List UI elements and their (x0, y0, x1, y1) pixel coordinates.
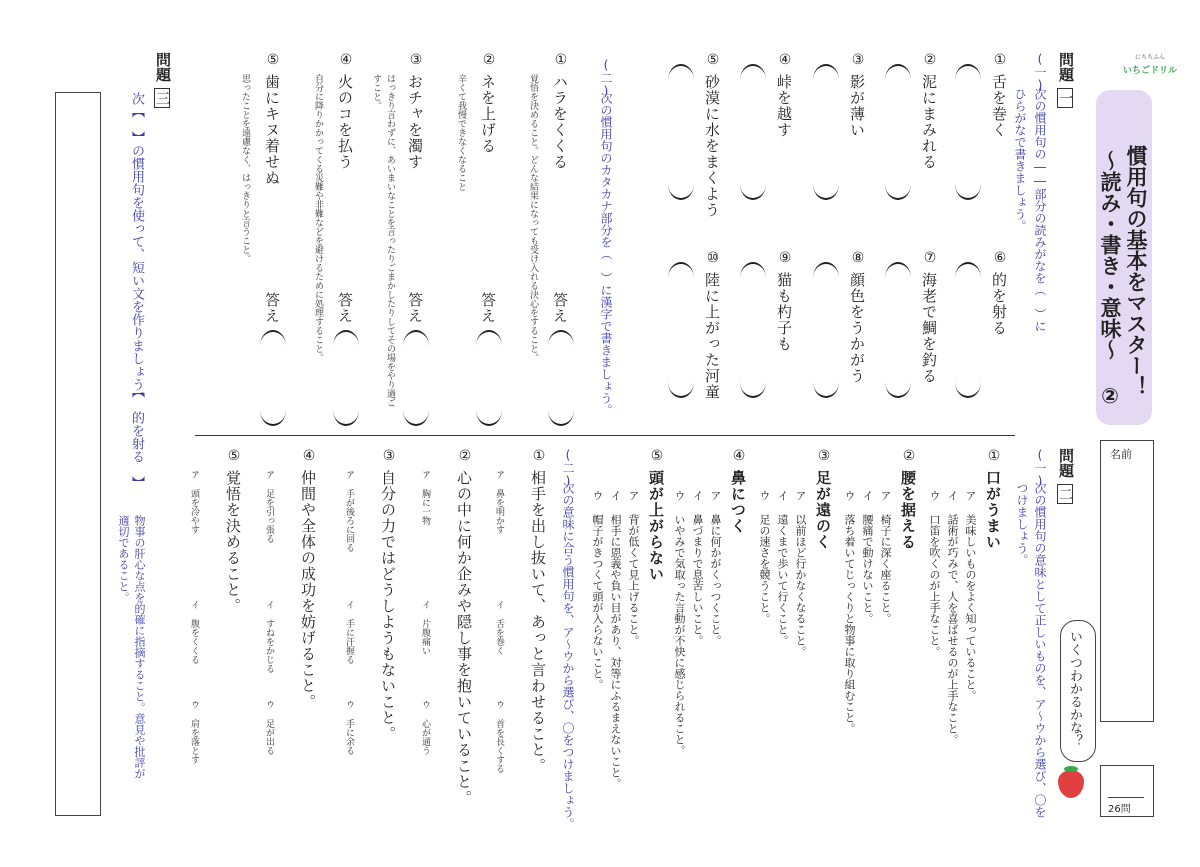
strawberry-leaf-icon (1064, 766, 1078, 772)
q1-p1-answer-open[interactable] (955, 262, 981, 278)
q3-answer-box[interactable] (55, 92, 101, 816)
logo-main-text: いちごドリル (1122, 66, 1177, 76)
q1-p2-desc: 辛くて我慢できなくなること (456, 74, 466, 191)
q2-p2-mark: (二) (561, 448, 575, 488)
q1-p1-text: 泥にまみれる (920, 74, 938, 170)
q2-p1-option[interactable]: ア 鼻に何かがくっつくこと。 (709, 490, 722, 646)
q2-p2-option-c[interactable]: ウ 心が通う (420, 700, 430, 755)
q1-p1-instruction-b: ひらがなで書きましょう。 (1013, 88, 1027, 232)
q2-p2-option-c[interactable]: ウ 肩を落とす (189, 700, 199, 764)
q1-p1-answer-close[interactable] (668, 382, 694, 398)
q2-p1-option[interactable]: ウ 口笛を吹くのが上手なこと。 (928, 490, 941, 657)
q1-p1-text: 陸に上がった河童 (703, 272, 721, 400)
name-box (1100, 440, 1154, 722)
q1-p1-num: ⑧ (850, 250, 866, 266)
q2-number: 二 (1057, 484, 1073, 504)
q1-p2-answer-close[interactable] (548, 410, 574, 426)
q2-p1-option[interactable]: イ 腰痛で動けないこと。 (861, 490, 874, 624)
q2-p2-option-c[interactable]: ウ 手に余る (344, 700, 354, 755)
q1-p2-answer-label: 答え (406, 292, 424, 324)
page-subtitle: 〜読み・書き・意味〜 ② (1098, 150, 1122, 408)
section-divider (195, 435, 1015, 436)
q2-p1-option[interactable]: イ 話術が巧みで、人を喜ばせるのが上手なこと。 (946, 490, 959, 745)
q1-p1-text: 猫も杓子も (775, 272, 793, 352)
q1-p2-desc: 思ったことを遠慮なく、はっきりと言うこと。 (240, 74, 250, 263)
q3-meaning-b: 適切であること。 (117, 515, 130, 603)
q1-p1-answer-open[interactable] (668, 64, 694, 80)
q2-p2-option-c[interactable]: ウ 首を長くする (494, 700, 504, 773)
q1-p1-answer-open[interactable] (885, 262, 911, 278)
q1-p2-answer-label: 答え (551, 292, 569, 324)
q2-p1-text: 足が遠のく (814, 470, 832, 550)
q2-p1-num: ② (901, 448, 917, 464)
q3-phrase: 【 的を射る 】 (129, 385, 144, 489)
q2-p2-num: ① (531, 448, 547, 464)
q2-p1-text: 鼻につく (729, 470, 747, 534)
q2-p1-num: ③ (816, 448, 832, 464)
q2-p2-option-a[interactable]: ア 頭を冷やす (189, 470, 199, 534)
q1-p1-answer-close[interactable] (885, 184, 911, 200)
logo (1120, 52, 1180, 82)
q1-p1-answer-open[interactable] (740, 64, 766, 80)
q1-p1-num: ④ (777, 52, 793, 68)
q2-p2-option-b[interactable]: イ 腹をくくる (189, 600, 199, 664)
q1-p2-answer-label: 答え (263, 292, 281, 324)
q2-p1-option[interactable]: ア 椅子に深く座ること。 (879, 490, 892, 624)
q2-p2-text: 自分の力ではどうしようもないこと。 (379, 470, 397, 742)
q2-p2-option-a[interactable]: ア 胸に一物 (420, 470, 430, 525)
q2-p2-num: ④ (301, 448, 317, 464)
q2-p2-text: 仲間や全体の成功を妨げること。 (299, 470, 317, 710)
q1-p1-mark: (一) (1033, 52, 1047, 92)
logo-small-text: にちちふん (1134, 54, 1165, 61)
q2-p1-num: ⑤ (649, 448, 665, 464)
q1-p2-text: 歯にキヌ着せぬ (263, 74, 281, 186)
q2-p1-option[interactable]: ア 以前ほど行かなくなること。 (794, 490, 807, 657)
q1-p1-answer-open[interactable] (668, 262, 694, 278)
q1-p1-answer-close[interactable] (813, 184, 839, 200)
q1-p1-answer-open[interactable] (885, 64, 911, 80)
q2-p1-num: ① (986, 448, 1002, 464)
q1-p1-num: ⑩ (705, 250, 721, 266)
q1-p1-answer-close[interactable] (813, 382, 839, 398)
q2-p1-option[interactable]: イ 相手に恩義や負い目があり、対等にふるまえないこと。 (609, 490, 622, 789)
q1-p1-text: 舌を巻く (990, 74, 1008, 138)
q1-p1-instruction-a: 次の慣用句の――部分の読みがなを（ ）に (1033, 88, 1047, 332)
q2-p1-text: 口がうまい (984, 470, 1002, 550)
q1-p1-text: 砂漠に水をまくよう (703, 74, 721, 218)
q2-p2-num: ⑤ (226, 448, 242, 464)
q1-p2-text: 火のコを払う (336, 74, 354, 170)
q1-p2-num: ④ (338, 52, 354, 68)
q2-p2-option-b[interactable]: イ 手に汗握る (344, 600, 354, 664)
q1-p2-text: ハラをくくる (551, 74, 569, 170)
q2-p1-instruction-a: 次の慣用句の意味として正しいものを、ア〜ウから選び、〇を (1033, 482, 1047, 818)
q2-p1-option[interactable]: イ 鼻づまりで息苦しいこと。 (691, 490, 704, 646)
q1-p2-num: ③ (408, 52, 424, 68)
score-line (1108, 797, 1144, 798)
q1-p2-answer-label: 答え (479, 292, 497, 324)
q1-p1-answer-close[interactable] (740, 184, 766, 200)
q1-p1-answer-open[interactable] (740, 262, 766, 278)
q1-p1-answer-close[interactable] (955, 382, 981, 398)
q1-p2-answer-close[interactable] (476, 410, 502, 426)
q1-p1-answer-close[interactable] (885, 382, 911, 398)
q1-p1-num: ⑤ (705, 52, 721, 68)
q1-number: 一 (1057, 88, 1073, 108)
q1-p1-num: ① (992, 52, 1008, 68)
q1-p1-text: 峠を越す (775, 74, 793, 138)
q2-p2-text: 覚悟を決めること。 (224, 470, 242, 614)
q1-p1-text: 海老で鯛を釣る (920, 272, 938, 384)
q2-p1-option[interactable]: イ 遠くまで歩いて行くこと。 (776, 490, 789, 646)
page-title: 慣用句の基本をマスター！ (1124, 145, 1148, 397)
q2-label: 問題 (1057, 448, 1075, 478)
q1-p2-answer-close[interactable] (333, 410, 359, 426)
q2-p2-instruction: 次の意味に合う慣用句を、ア〜ウから選び、〇をつけましょう。 (561, 482, 575, 830)
q1-p1-num: ③ (850, 52, 866, 68)
q2-p2-option-a[interactable]: ア 足を引っ張る (264, 470, 274, 543)
q1-p2-answer-open[interactable] (548, 330, 574, 346)
q1-p1-text: 影が薄い (848, 74, 866, 138)
q1-p1-answer-close[interactable] (740, 382, 766, 398)
q1-p2-num: ⑤ (265, 52, 281, 68)
q1-p1-text: 的を射る (990, 272, 1008, 336)
q1-p1-answer-open[interactable] (955, 64, 981, 80)
q1-label: 問題 (1057, 52, 1075, 82)
q2-p1-option[interactable]: ア 美味しいものをよく知っていること。 (964, 490, 977, 701)
q2-p2-option-a[interactable]: ア 手が後ろに回る (344, 470, 354, 552)
q1-p2-instruction: 次の慣用句のカタカナ部分を（ ）に漢字で書きましょう。 (599, 92, 613, 416)
q2-p2-option-c[interactable]: ウ 足が出る (264, 700, 274, 755)
q1-p2-answer-open[interactable] (476, 330, 502, 346)
q1-p2-desc: すこと。 (371, 74, 381, 110)
q2-p1-option[interactable]: ウ いやみで気取った言動が不快に感じられること。 (673, 490, 686, 756)
q1-p1-num: ⑨ (777, 250, 793, 266)
q2-p1-option[interactable]: ウ 落ち着いてじっくりと物事に取り組むこと。 (843, 490, 856, 734)
q2-p2-option-a[interactable]: ア 鼻を明かす (494, 470, 504, 534)
q2-p1-instruction-b: つけましょう。 (1015, 482, 1029, 566)
q1-p1-num: ⑦ (922, 250, 938, 266)
q1-p2-desc: 自分に降りかかってくる災難や非難などを避けるために処理すること。 (313, 74, 323, 362)
q1-p1-text: 顔色をうかがう (848, 272, 866, 384)
q2-p2-option-b[interactable]: イ 片腹痛い (420, 600, 430, 655)
q1-p2-text: おチャを濁す (406, 74, 424, 170)
q3-meaning-a: 物事の肝心な点を的確に指摘すること。意見や批評が (133, 515, 146, 779)
q1-p2-text: ネを上げる (479, 74, 497, 154)
score-total: 26問 (1108, 804, 1131, 815)
q2-p1-option[interactable]: ア 背が低くて見上げること。 (627, 490, 640, 646)
q1-p2-answer-open[interactable] (260, 330, 286, 346)
q2-p2-option-b[interactable]: イ 舌を巻く (494, 600, 504, 655)
q1-p2-answer-close[interactable] (403, 410, 429, 426)
q2-p2-num: ③ (381, 448, 397, 464)
q2-p1-option[interactable]: ウ 帽子がきつくて頭が入らないこと。 (591, 490, 604, 690)
q1-p1-answer-close[interactable] (955, 184, 981, 200)
encourage-text: いくつわかるかな？ (1067, 630, 1082, 747)
q1-p2-mark: (二) (599, 58, 613, 98)
q1-p1-num: ② (922, 52, 938, 68)
q1-p2-answer-label: 答え (336, 292, 354, 324)
q1-p2-answer-open[interactable] (403, 330, 429, 346)
q3-number: 三 (154, 88, 170, 108)
q1-p1-answer-open[interactable] (813, 64, 839, 80)
q2-p1-text: 頭が上がらない (647, 470, 665, 582)
q1-p2-desc: はっきり言わずに、あいまいなことを言ったりごまかしたりしてその場をやり過ご (385, 74, 395, 407)
q1-p2-answer-close[interactable] (260, 410, 286, 426)
q2-p2-text: 心の中に何か企みや隠し事を抱いていること。 (455, 470, 473, 806)
q1-p1-answer-close[interactable] (668, 184, 694, 200)
q2-p2-num: ② (457, 448, 473, 464)
q1-p2-desc: 覚悟を決めること。どんな結果になっても受け入れる決心をすること。 (528, 74, 538, 362)
q2-p1-mark: (一) (1033, 448, 1047, 488)
q2-p2-text: 相手を出し抜いて、あっと言わせること。 (529, 470, 547, 774)
q1-p1-answer-open[interactable] (813, 262, 839, 278)
q1-p1-num: ⑥ (992, 250, 1008, 266)
strawberry-icon (1058, 770, 1084, 798)
q3-instruction: 次【 】の慣用句を使って、短い文を作りましょう。 (129, 92, 144, 404)
q2-p1-num: ④ (731, 448, 747, 464)
name-label: 名前 (1110, 448, 1132, 461)
q1-p2-answer-open[interactable] (333, 330, 359, 346)
q1-p2-num: ① (553, 52, 569, 68)
q2-p1-text: 腰を据える (899, 470, 917, 550)
q2-p1-option[interactable]: ウ 足の速さを競うこと。 (758, 490, 771, 624)
q1-p2-num: ② (481, 52, 497, 68)
q3-label: 問題 (154, 52, 172, 82)
q2-p2-option-b[interactable]: イ すねをかじる (264, 600, 274, 673)
